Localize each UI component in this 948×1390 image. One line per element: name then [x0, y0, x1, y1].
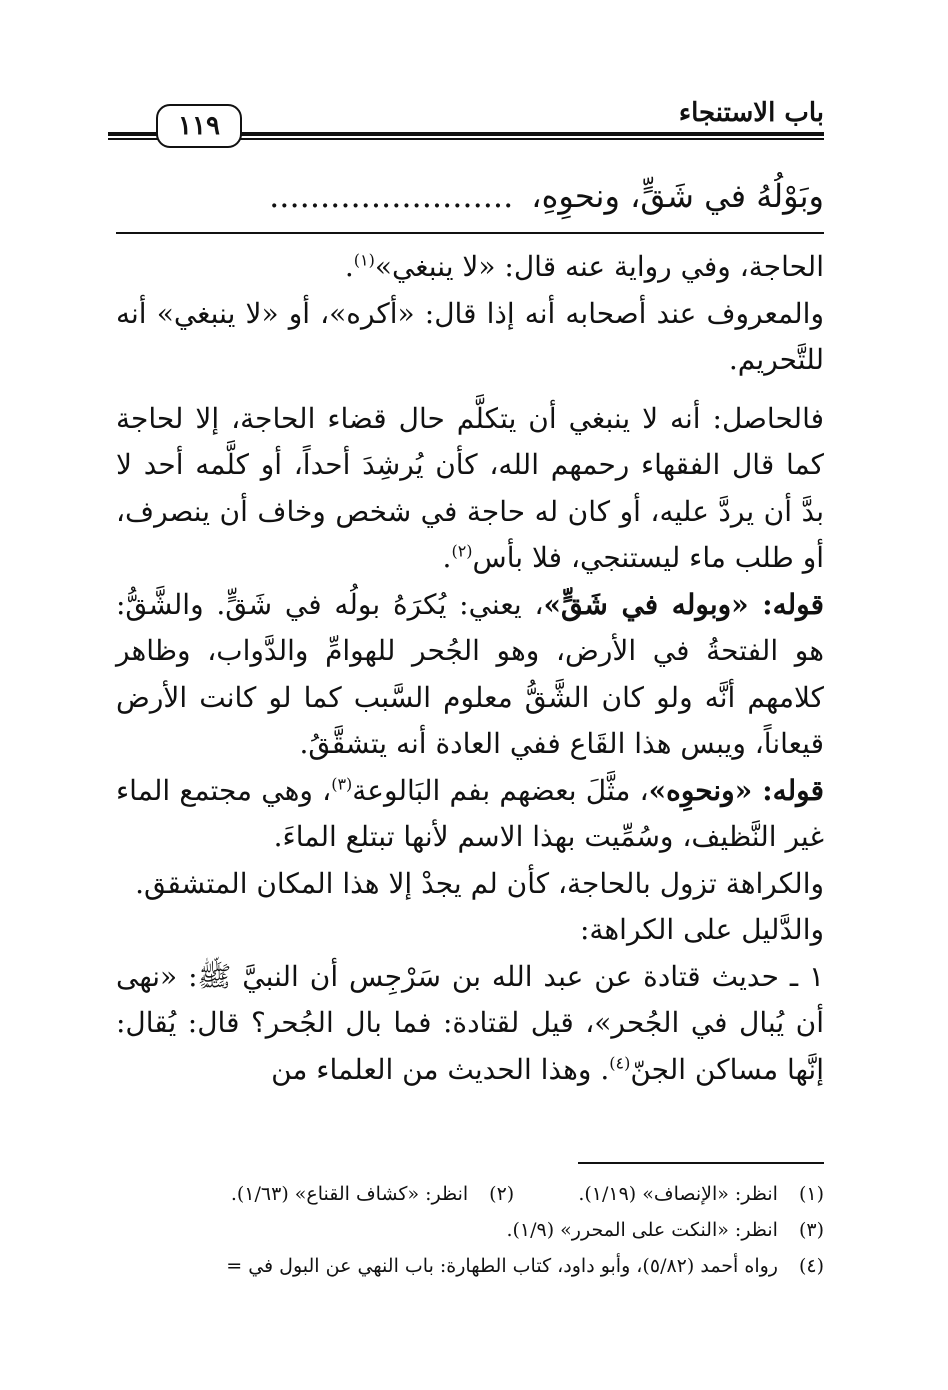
footnote-number: (٤) [798, 1255, 824, 1277]
paragraph-7: والدَّليل على الكراهة: [579, 913, 824, 946]
page-number: ١١٩ [156, 104, 242, 148]
paragraph-3: فالحاصل: أنه لا ينبغي أن يتكلَّم حال قضاء الحاجة، إلا لحاجة كما قال الفقهاء رحمهم الله، كأن يُرشِدَ أحداً، أو كلَّمه أحد لا بدَّ أن يردَّ عليه، أو كان له حاجة في شخص وخاف أن ينصرف، أو طلب ماء ليستنجي، فلا بأس$^{(٢)}$. [116, 401, 824, 574]
footnote-text: انظر: «كشاف القناع» (١/٦٣). [230, 1183, 469, 1205]
footnote-text: رواه أحمد (٥/٨٢)، وأبو داود، كتاب الطهارة: باب النهي عن البول في = [226, 1255, 778, 1277]
footnote-number: (١) [798, 1183, 824, 1205]
footnote-number: (٢) [489, 1183, 515, 1205]
footnote-number: (٣) [798, 1219, 824, 1241]
matn-dots: ........................ [269, 177, 514, 215]
matn-line [124, 172, 824, 220]
footnote-ref-3: (٣) [331, 774, 353, 794]
page-header [108, 98, 824, 156]
footnote-text: انظر: «النكت على المحرر» (١/٩). [506, 1219, 778, 1241]
footnote-row [116, 1176, 824, 1212]
paragraph-2: والمعروف عند أصحابه أنه إذا قال: «أكره»، أو «لا ينبغي» أنه للتَّحريم. [116, 296, 824, 376]
paragraph-5: قوله: «ونحوِه»، مثَّلَ بعضهم بفم البَالوعة$^{(٣)}$، وهي مجتمع الماء غير النَّظيف، وسُمِّيت بهذا الاسم لأنها تبتلع الماءَ. [116, 773, 825, 853]
paragraph-8: ١ ـ حديث قتادة عن عبد الله بن سَرْجِس أن النبيَّ ﷺ: «نهى أن يُبال في الجُحر»، قيل لقتادة: فما بال الجُحر؟ قال: يُقال: إنَّها مساكن الجنّ$^{(٤)}$. وهذا الحديث من العلماء من [116, 959, 824, 1086]
footnote-ref-1: (١) [353, 250, 375, 270]
footnote-ref-4: (٤) [609, 1053, 631, 1073]
footnote-ref-2: (٢) [451, 541, 473, 561]
matn-separator [116, 232, 824, 234]
footnote-row [116, 1248, 824, 1284]
paragraph-1: الحاجة، وفي رواية عنه قال: «لا ينبغي»$^{(١)}$. [344, 250, 824, 283]
commentary-body [116, 244, 824, 1093]
lead-phrase: قوله: «وبوله في شَقٍّ» [543, 587, 824, 621]
matn-text: وبَوْلُهُ في شَقٍّ، ونحوِهِ، [531, 177, 824, 215]
lead-phrase: قوله: «ونحوِه» [648, 773, 825, 807]
chapter-title: باب الاستنجاء [673, 98, 824, 128]
footnotes [116, 1176, 824, 1284]
paragraph-4: قوله: «وبوله في شَقٍّ»، يعني: يُكرَهُ بولُه في شَقٍّ. والشَّقُّ: هو الفتحةُ في الأرض، وهو الجُحر للهوامِّ والدَّواب، وظاهر كلامهم أنَّه ولو كان الشَّقُّ معلوم السَّبب كما لو كانت الأرض قيعاناً، ويبس هذا القَاع ففي العادة أنه يتشقَّقُ. [116, 587, 824, 760]
footnote-separator [578, 1162, 824, 1164]
paragraph-6: والكراهة تزول بالحاجة، كأن لم يجدْ إلا هذا المكان المتشقق. [135, 866, 824, 900]
footnote-row [116, 1212, 824, 1248]
footnote-text: انظر: «الإنصاف» (١/١٩). [578, 1183, 778, 1205]
